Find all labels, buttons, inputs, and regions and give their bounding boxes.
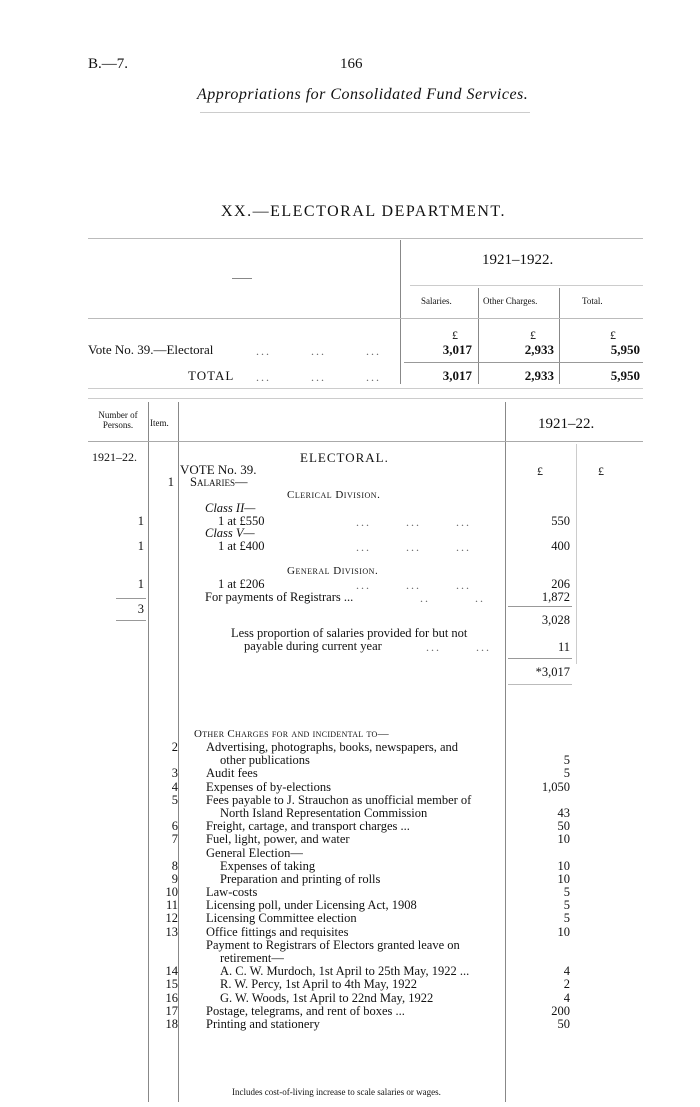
item-number: 7 xyxy=(171,832,178,847)
col-year: 1921–22. xyxy=(538,416,595,432)
vote-label: Vote No. 39.—Electoral xyxy=(88,342,214,357)
currency-total: £ xyxy=(610,328,616,342)
vote-salaries: 3,017 xyxy=(442,342,472,357)
currency-other: £ xyxy=(530,328,536,342)
page-number: 166 xyxy=(340,56,363,72)
col-salaries: Salaries. xyxy=(421,296,452,306)
item-number: 10 xyxy=(165,885,178,900)
item-amount: 5 xyxy=(563,766,570,781)
footnote: Includes cost-of-living increase to scale salaries or wages. xyxy=(232,1087,441,1097)
item-number: 17 xyxy=(165,1003,178,1018)
registrars-amount: 1,872 xyxy=(541,590,570,604)
item-description: G. W. Woods, 1st April to 22nd May, 1922 xyxy=(220,990,434,1005)
item-description: Fees payable to J. Strauchon as unofficial member of xyxy=(206,792,472,807)
item-amount: 1,050 xyxy=(541,779,570,794)
less-amount: 11 xyxy=(557,640,570,654)
item-number: 9 xyxy=(171,871,178,886)
item-number: 8 xyxy=(171,858,178,873)
item-number xyxy=(150,847,178,860)
class-ii-line: 1 at £550 xyxy=(218,514,265,528)
item-description: Licensing poll, under Licensing Act, 1908 xyxy=(206,898,417,913)
item-description: Law-costs xyxy=(206,885,258,900)
class-ii-persons: 1 xyxy=(137,514,144,528)
general-division: General Division. xyxy=(287,565,379,577)
item-amount: 5 xyxy=(563,753,570,768)
class-v-amount: 400 xyxy=(551,539,570,553)
detail-currency-2: £ xyxy=(598,464,604,478)
general-line: 1 at £206 xyxy=(218,577,265,591)
total-salaries: 3,017 xyxy=(442,368,472,383)
item-number: 11 xyxy=(165,898,178,913)
class-ii-label: Class II— xyxy=(205,501,256,515)
col-other-charges: Other Charges. xyxy=(483,296,538,306)
item-description: retirement— xyxy=(220,951,284,965)
item-description: Licensing Committee election xyxy=(206,911,357,926)
item-amount: 10 xyxy=(557,858,570,873)
total-total: 5,950 xyxy=(610,368,640,383)
other-items-descriptions xyxy=(206,741,502,1031)
summary-year: 1921–1922. xyxy=(482,252,554,268)
item-amount: 43 xyxy=(557,805,570,820)
item-description: Printing and stationery xyxy=(206,1016,320,1031)
vote-number: VOTE No. 39. xyxy=(180,462,257,477)
item-description: General Election— xyxy=(206,845,303,860)
item-description: A. C. W. Murdoch, 1st April to 25th May, 1922 ... xyxy=(220,964,470,979)
item-description: North Island Representation Commission xyxy=(220,805,428,820)
class-v-line: 1 at £400 xyxy=(218,539,265,553)
item-number: 2 xyxy=(171,740,178,754)
less-line-2: payable during current year xyxy=(244,639,382,653)
class-v-label: Class V— xyxy=(205,526,255,540)
item-number: 16 xyxy=(165,990,178,1005)
item-number: 3 xyxy=(171,766,178,781)
item-number: 6 xyxy=(171,819,178,834)
item-number: 15 xyxy=(165,977,178,992)
total-persons: 3 xyxy=(137,602,144,616)
item-description: Office fittings and requisites xyxy=(206,924,349,939)
registrars-line: For payments of Registrars ... xyxy=(205,590,354,604)
item-amount xyxy=(510,939,570,952)
other-items-numbers xyxy=(150,741,178,1031)
general-persons: 1 xyxy=(137,577,144,591)
item-amount: 5 xyxy=(563,898,570,913)
col-persons: Number of Persons. xyxy=(98,410,138,430)
item-description: Fuel, light, power, and water xyxy=(206,832,350,847)
item-amount xyxy=(510,741,570,754)
item-number: 5 xyxy=(171,792,178,807)
item-amount xyxy=(510,952,570,965)
item-description: R. W. Percy, 1st April to 4th May, 1922 xyxy=(220,977,417,992)
item-amount: 5 xyxy=(563,885,570,900)
currency-salaries: £ xyxy=(452,328,458,342)
item-amount xyxy=(510,847,570,860)
item-amount xyxy=(510,794,570,807)
subtotal: 3,028 xyxy=(541,613,570,627)
vote-other: 2,933 xyxy=(524,342,554,357)
item-amount: 4 xyxy=(563,964,570,979)
other-items-amounts xyxy=(510,741,570,1031)
total-label: TOTAL xyxy=(188,368,235,383)
item-amount: 4 xyxy=(563,990,570,1005)
page-subtitle: Appropriations for Consolidated Fund Services. xyxy=(197,86,529,103)
class-ii-amount: 550 xyxy=(551,514,570,528)
document-code: B.—7. xyxy=(88,56,129,72)
item-number: 13 xyxy=(165,924,178,939)
item-description: Postage, telegrams, and rent of boxes ... xyxy=(206,1003,405,1018)
item-amount: 2 xyxy=(563,977,570,992)
item-number: 4 xyxy=(171,779,178,794)
total-other: 2,933 xyxy=(524,368,554,383)
clerical-division: Clerical Division. xyxy=(287,489,381,501)
item-description: Preparation and printing of rolls xyxy=(220,871,381,886)
item-number: 14 xyxy=(165,964,178,979)
item-description: Expenses of taking xyxy=(220,858,316,873)
item-amount: 10 xyxy=(557,832,570,847)
item-number: 12 xyxy=(165,911,178,926)
item-number: 1 xyxy=(167,475,174,489)
item-amount: 200 xyxy=(551,1003,570,1018)
department-title: XX.—ELECTORAL DEPARTMENT. xyxy=(221,203,506,220)
vote-total: 5,950 xyxy=(610,342,640,357)
item-amount: 5 xyxy=(563,911,570,926)
item-description: Expenses of by-elections xyxy=(206,779,331,794)
less-line-1: Less proportion of salaries provided for but not xyxy=(231,626,468,640)
class-v-persons: 1 xyxy=(137,539,144,553)
item-number: 18 xyxy=(165,1016,178,1031)
col-total: Total. xyxy=(582,296,603,306)
item-description: Freight, cartage, and transport charges ... xyxy=(206,819,410,834)
col-item: Item. xyxy=(150,418,169,428)
general-amount: 206 xyxy=(551,577,570,591)
other-charges-heading: Other Charges for and incidental to— xyxy=(194,728,389,740)
item-amount: 10 xyxy=(557,871,570,886)
item-description: Audit fees xyxy=(206,766,258,781)
detail-currency-1: £ xyxy=(537,464,543,478)
item-number xyxy=(150,939,178,952)
item-description: other publications xyxy=(220,753,310,768)
persons-year: 1921–22. xyxy=(92,450,137,464)
item-amount: 50 xyxy=(557,1016,570,1031)
item-amount: 10 xyxy=(557,924,570,939)
section-title: ELECTORAL. xyxy=(300,450,389,465)
item-amount: 50 xyxy=(557,819,570,834)
item-description: Payment to Registrars of Electors granted leave on xyxy=(206,937,460,952)
net-salaries: *3,017 xyxy=(535,665,570,679)
item-description: Advertising, photographs, books, newspapers, and xyxy=(206,740,459,754)
salaries-label: Salaries— xyxy=(190,475,248,489)
divider xyxy=(200,112,530,113)
